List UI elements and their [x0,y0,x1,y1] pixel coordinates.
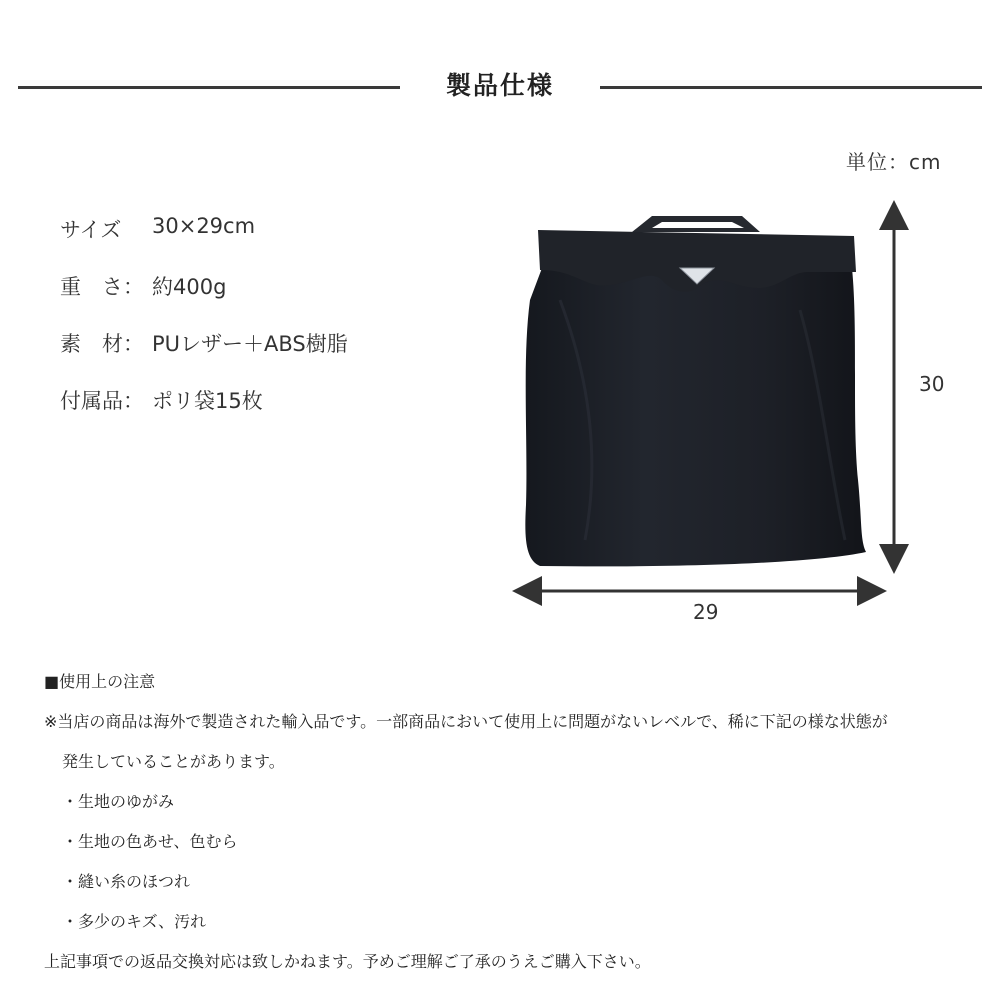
notes-bullet: ・多少のキズ、汚れ [62,912,207,931]
notes-heading: ■使用上の注意 [44,672,156,691]
spec-value: 30×29cm [152,214,256,238]
spec-weight [60,271,226,301]
spec-accessories [60,385,263,415]
spec-value: 約400g [152,275,227,299]
width-label: 29 [693,600,719,624]
notes-bullet: ・縫い糸のほつれ [62,872,191,891]
bag-body [525,268,866,566]
notes-line: 発生していることがあります。 [62,752,285,771]
trash-bag-icon [525,216,866,566]
height-label: 30 [919,372,945,396]
spec-size [60,214,255,244]
spec-value: ポリ袋15枚 [152,389,263,413]
notes-bullet: ・生地のゆがみ [62,792,175,811]
title-rule-left [18,86,400,89]
spec-label: サイズ [60,218,122,242]
unit-label: 単位：cm [846,150,942,174]
title-rule-right [600,86,982,89]
page-title: 製品仕様 [445,71,554,100]
notes-line: ※当店の商品は海外で製造された輸入品です。一部商品において使用上に問題がないレベルで、稀に下記の様な状態が [44,712,888,731]
spec-value: PUレザー＋ABS樹脂 [152,332,348,356]
bag-handle [632,216,760,232]
bag-shading [560,300,592,540]
bag-shading [800,310,845,540]
lid-emblem [680,268,714,284]
notes-bullet: ・生地の色あせ、色むら [62,832,238,851]
notes-footer: 上記事項での返品交換対応は致しかねます。予めご理解ご了承のうえご購入下さい。 [44,952,651,971]
spec-material [60,328,348,358]
spec-label: 付属品： [60,389,144,413]
spec-label: 素 材： [60,332,144,356]
bag-lid [538,230,856,292]
spec-label: 重 さ： [60,275,144,299]
